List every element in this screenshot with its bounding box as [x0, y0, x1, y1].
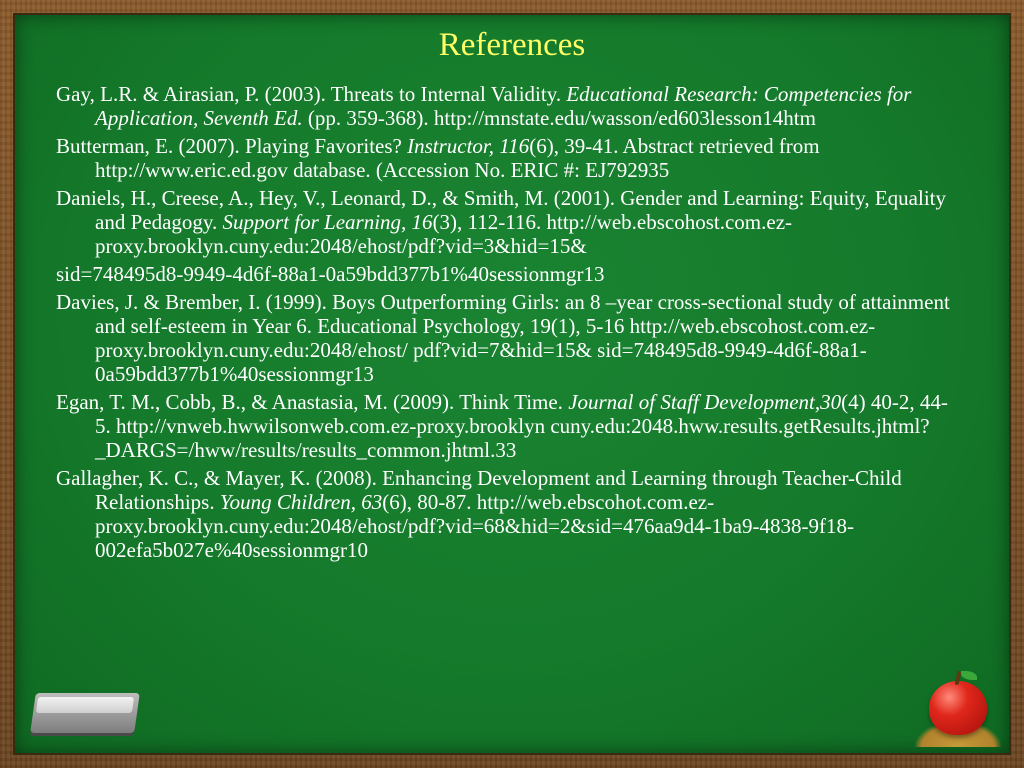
reference-text: Daniels, H., Creese, A., Hey, V., Leonard, D., & Smith, M. (2001). Gender and Learning: Equity, Equality and Pedagogy. [56, 186, 946, 234]
reference-source: Instructor, 116 [407, 134, 530, 158]
slide-title: References [438, 27, 586, 63]
reference-source: Young Children, 63 [219, 490, 383, 514]
reference-item [56, 466, 961, 562]
reference-text-tail: (3), 112-116. http://web.ebscohost.com.ez-proxy.brooklyn.cuny.edu:2048/ehost/pdf?vid=3&hid=15& [95, 210, 793, 258]
apple-leaf [961, 671, 977, 680]
reference-text: Davies, J. & Brember, I. (1999). Boys Outperforming Girls: an 8 –year cross-sectional study of attainment and self-esteem in Year 6. Educational Psychology, 19(1), 5-16 http://web.ebscohost.com.ez-proxy.brooklyn.cuny.edu:2048/ehost/ pdf?vid=7&hid=15& sid=748495d8-9949-4d6f-88a1-0a59bdd377b1%40sessionmgr13 [56, 290, 950, 386]
reference-source: Journal of Staff Development,30 [568, 390, 842, 414]
reference-item [56, 290, 961, 386]
reference-list [56, 82, 961, 566]
chalkboard [13, 13, 1011, 755]
reference-item [56, 82, 961, 130]
reference-item [56, 186, 961, 258]
reference-text-tail: (pp. 359-368). http://mnstate.edu/wasson/ed603lesson14htm [302, 106, 816, 130]
reference-text-tail: (6), 39-41. Abstract retrieved from http://www.eric.ed.gov database. (Accession No. ERIC #: EJ792935 [95, 134, 820, 182]
reference-text: sid=748495d8-9949-4d6f-88a1-0a59bdd377b1%40sessionmgr13 [56, 262, 605, 286]
reference-text-tail: (4) 40-2, 44-5. http://vnweb.hwwilsonweb.com.ez-proxy.brooklyn cuny.edu:2048.hww.results.getResults.jhtml?_DARGS=/hww/results/results_common.jhtml.33 [95, 390, 948, 462]
reference-item [56, 262, 961, 286]
reference-source: Educational Research: Competencies for Application, Seventh Ed. [95, 82, 912, 130]
eraser-icon [27, 687, 143, 739]
reference-text: Butterman, E. (2007). Playing Favorites? [56, 134, 408, 158]
apple-icon [915, 667, 1001, 747]
reference-text-tail: (6), 80-87. http://web.ebscohot.com.ez-proxy.brooklyn.cuny.edu:2048/ehost/pdf?vid=68&hid=2&sid=476aa9d4-1ba9-4838-9f18-002efa5b027e%40sessionmgr10 [95, 490, 854, 562]
reference-source: Support for Learning, 16 [222, 210, 433, 234]
eraser-top [36, 697, 134, 713]
reference-text: Gallagher, K. C., & Mayer, K. (2008). Enhancing Development and Learning through Teacher-Child Relationships. [56, 466, 902, 514]
reference-item [56, 390, 961, 462]
reference-text: Egan, T. M., Cobb, B., & Anastasia, M. (2009). Think Time. [56, 390, 569, 414]
apple-body [929, 681, 987, 735]
reference-text: Gay, L.R. & Airasian, P. (2003). Threats to Internal Validity. [56, 82, 567, 106]
reference-item [56, 134, 961, 182]
